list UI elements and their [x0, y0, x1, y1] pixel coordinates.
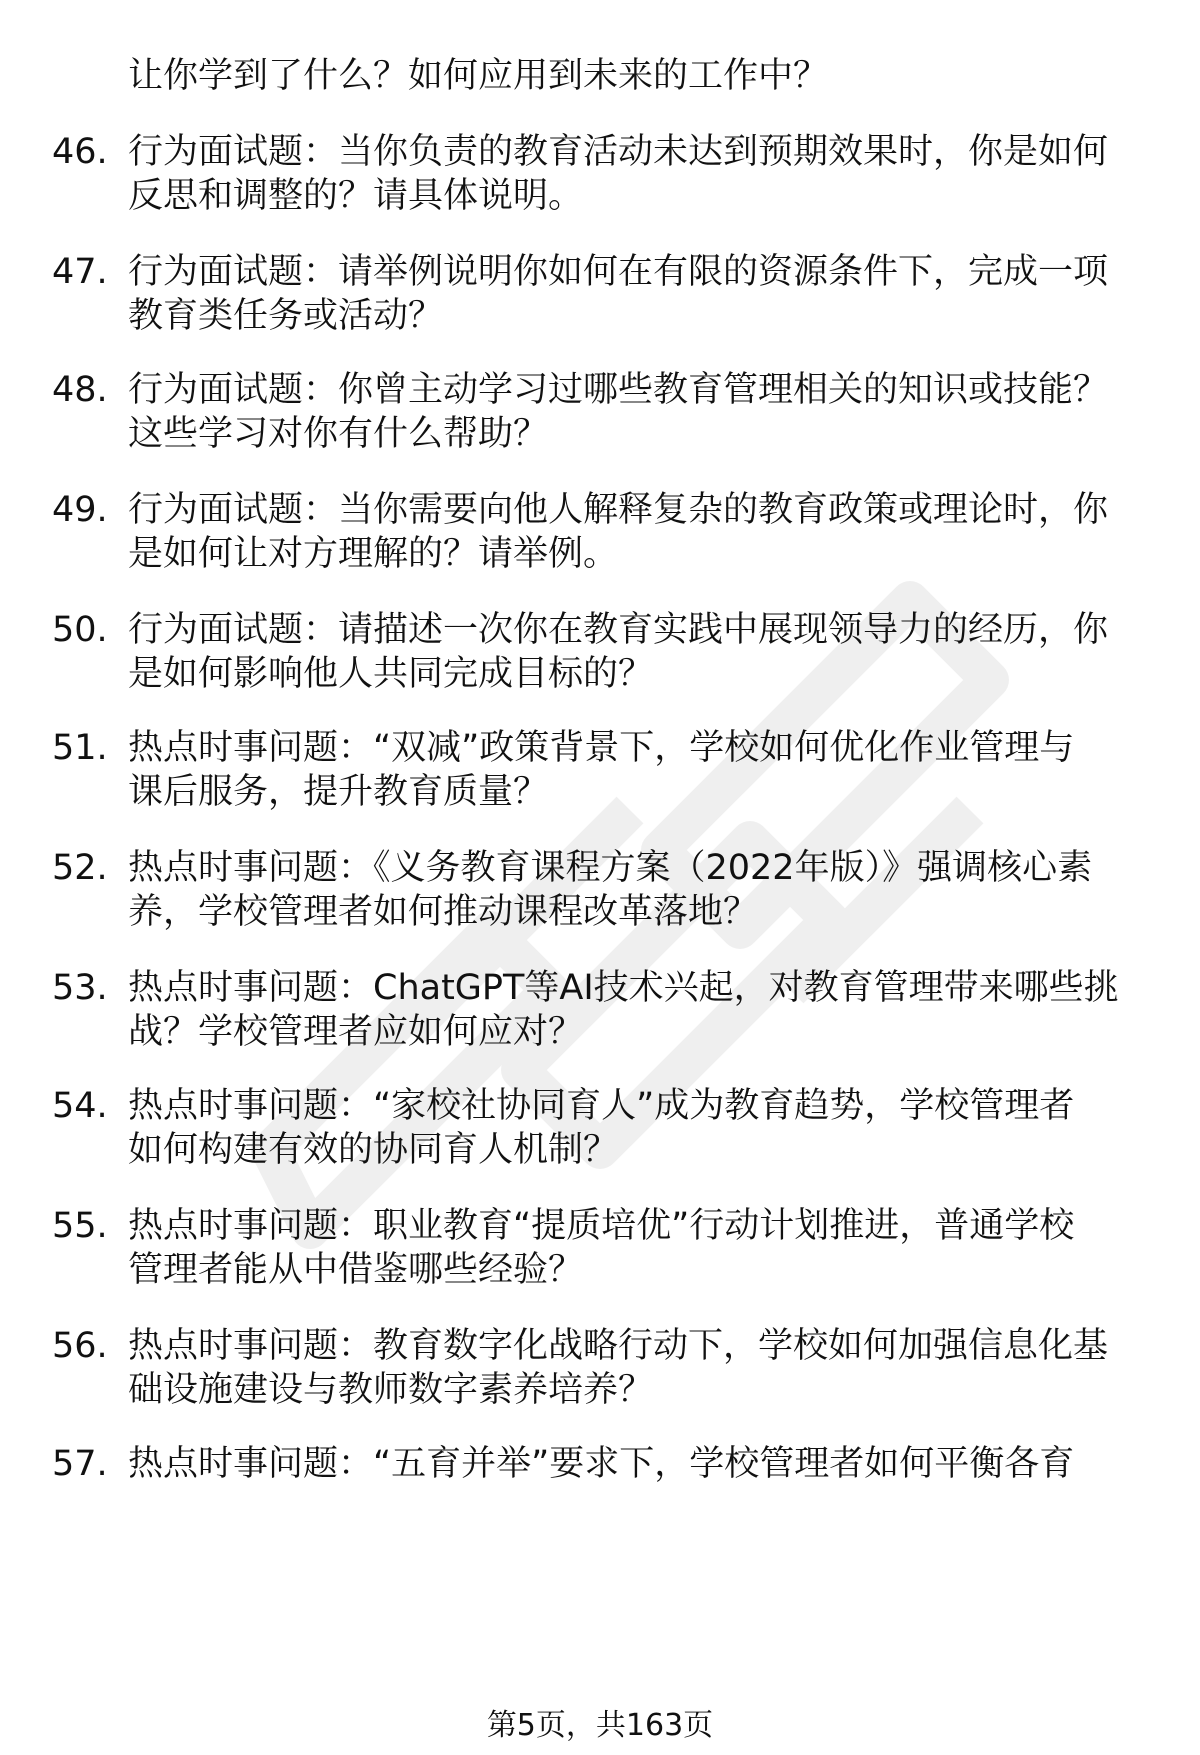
- item-text-line1: 热点时事问题：《义务教育课程方案（2022年版）》强调核心素: [128, 848, 1093, 888]
- item-text-line2: 础设施建设与教师数字素养培养？: [128, 1370, 654, 1410]
- item-text-line1: 热点时事问题：“五育并举”要求下，学校管理者如何平衡各育: [128, 1444, 1075, 1484]
- item-text-line2: 是如何影响他人共同完成目标的？: [128, 654, 654, 694]
- item-text-line2: 教育类任务或活动？: [128, 296, 444, 336]
- item-text-line2: 养，学校管理者如何推动课程改革落地？: [128, 892, 759, 932]
- item-number: 50.: [52, 610, 108, 650]
- item-number: 53.: [52, 968, 108, 1008]
- item-text-line2: 如何构建有效的协同育人机制？: [128, 1130, 619, 1170]
- item-text-line2: 这些学习对你有什么帮助？: [128, 414, 549, 454]
- item-text-line1: 行为面试题：请举例说明你如何在有限的资源条件下，完成一项: [128, 252, 1109, 292]
- item-number: 46.: [52, 132, 108, 172]
- item-number: 56.: [52, 1326, 108, 1366]
- item-number: 51.: [52, 728, 108, 768]
- item-text-line1: 行为面试题：你曾主动学习过哪些教育管理相关的知识或技能？: [128, 370, 1109, 410]
- item-text-line2: 战？学校管理者应如何应对？: [128, 1012, 584, 1052]
- item-number: 54.: [52, 1086, 108, 1126]
- item-text-line1: 热点时事问题：“双减”政策背景下，学校如何优化作业管理与: [128, 728, 1075, 768]
- continuation-text: 让你学到了什么？如何应用到未来的工作中？: [128, 56, 829, 96]
- item-text-line1: 热点时事问题：“家校社协同育人”成为教育趋势，学校管理者: [128, 1086, 1075, 1126]
- item-text-line2: 反思和调整的？请具体说明。: [128, 176, 584, 216]
- item-text-line1: 热点时事问题：ChatGPT等AI技术兴起，对教育管理带来哪些挑: [128, 968, 1119, 1008]
- item-number: 52.: [52, 848, 108, 888]
- item-number: 48.: [52, 370, 108, 410]
- item-text-line1: 行为面试题：请描述一次你在教育实践中展现领导力的经历，你: [128, 610, 1109, 650]
- item-text-line2: 管理者能从中借鉴哪些经验？: [128, 1250, 584, 1290]
- item-text-line2: 课后服务，提升教育质量？: [128, 772, 549, 812]
- item-number: 57.: [52, 1444, 108, 1484]
- item-text-line2: 是如何让对方理解的？请举例。: [128, 534, 619, 574]
- item-number: 55.: [52, 1206, 108, 1246]
- item-text-line1: 行为面试题：当你负责的教育活动未达到预期效果时，你是如何: [128, 132, 1109, 172]
- item-text-line1: 行为面试题：当你需要向他人解释复杂的教育政策或理论时，你: [128, 490, 1109, 530]
- item-number: 49.: [52, 490, 108, 530]
- page-footer: 第5页，共163页: [486, 1708, 714, 1743]
- item-text-line1: 热点时事问题：教育数字化战略行动下，学校如何加强信息化基: [128, 1326, 1109, 1366]
- item-text-line1: 热点时事问题：职业教育“提质培优”行动计划推进，普通学校: [128, 1206, 1075, 1246]
- item-number: 47.: [52, 252, 108, 292]
